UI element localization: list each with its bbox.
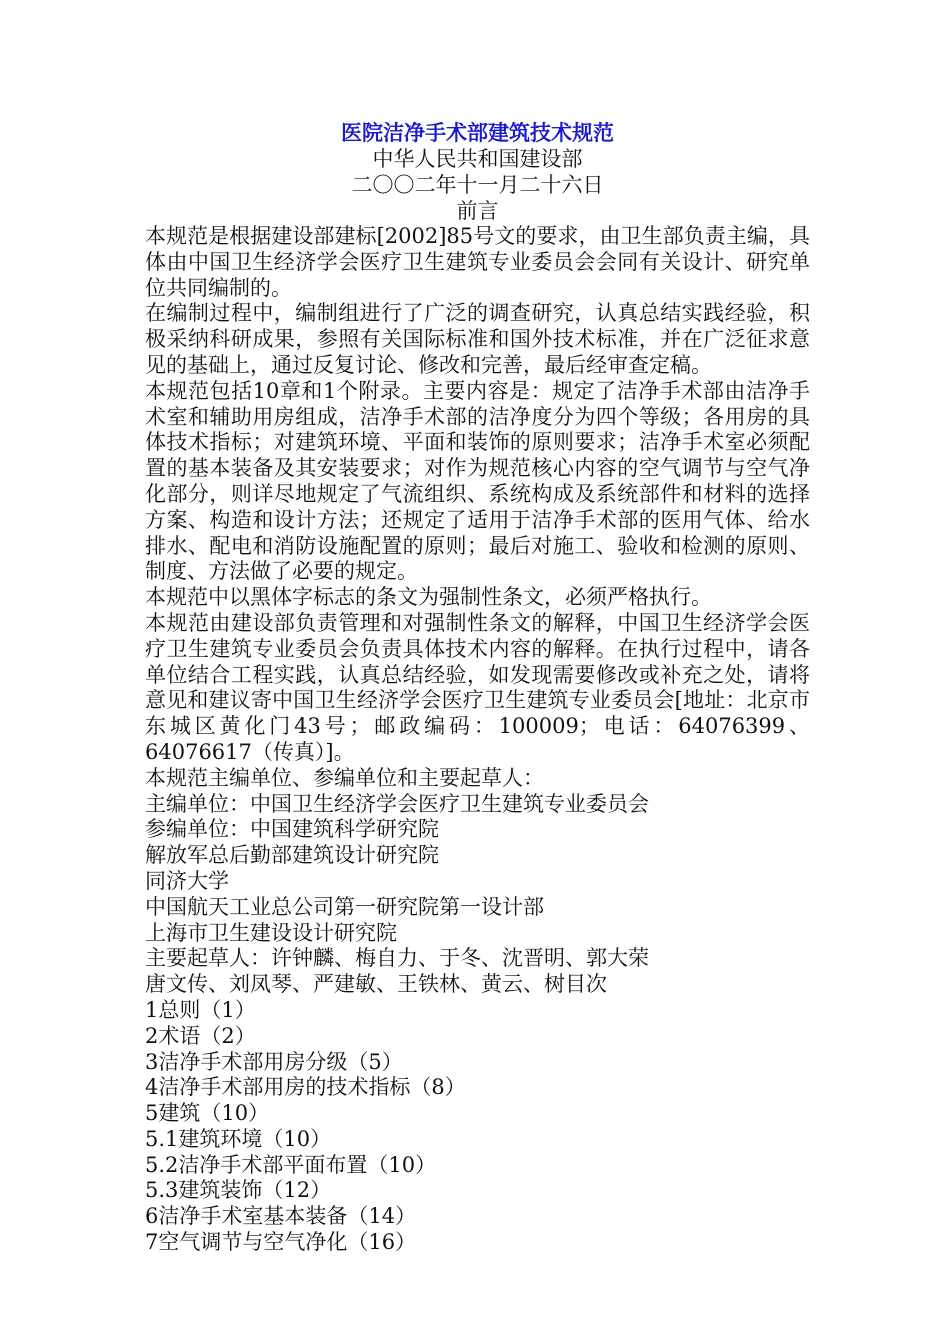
section-heading: 前言 — [456, 199, 499, 223]
text-line: 主编单位：中国卫生经济学会医疗卫生建筑专业委员会 — [145, 791, 649, 816]
toc-entry: 5.3建筑装饰（12） — [145, 1178, 332, 1203]
toc-entry: 7空气调节与空气净化（16） — [145, 1230, 417, 1255]
text-line: 解放军总后勤部建筑设计研究院 — [145, 843, 439, 868]
date-line: 二〇〇二年十一月二十六日 — [351, 173, 604, 197]
toc-entry: 5.2洁净手术部平面布置（10） — [145, 1152, 437, 1177]
paragraph: 本规范由建设部负责管理和对强制性条文的解释，中国卫生经济学会医疗卫生建筑专业委员会负责具体技术内容的解释。在执行过程中，请各单位结合工程实践，认真总结经验，如发现需要修改或补充之处，请将意见和建议寄中国卫生经济学会医疗卫生建筑专业委员会[地址：北京市东城区黄化门43号；邮政编码：100009；电话：64076399、64076617（传真）]。 — [145, 610, 810, 764]
toc-entry: 5建筑（10） — [145, 1101, 270, 1126]
text-line: 上海市卫生建设设计研究院 — [145, 920, 397, 945]
toc-entry: 5.1建筑环境（10） — [145, 1126, 332, 1151]
paragraph: 本规范中以黑体字标志的条文为强制性条文，必须严格执行。 — [145, 585, 712, 610]
text-line: 同济大学 — [145, 868, 229, 893]
text-line: 中国航天工业总公司第一研究院第一设计部 — [145, 894, 544, 919]
paragraph: 本规范包括10章和1个附录。主要内容是：规定了洁净手术部由洁净手术室和辅助用房组成，洁净手术部的洁净度分为四个等级；各用房的具体技术指标；对建筑环境、平面和装饰的原则要求；洁净手术室必须配置的基本装备及其安装要求；对作为规范核心内容的空气调节与空气净化部分，则详尽地规定了气流组织、系统构成及系统部件和材料的选择方案、构造和设计方法；还规定了适用于洁净手术部的医用气体、给水排水、配电和消防设施配置的原则；最后对施工、验收和检测的原则、制度、方法做了必要的规定。 — [145, 378, 810, 584]
text-line: 本规范主编单位、参编单位和主要起草人： — [145, 765, 544, 790]
text-line: 参编单位：中国建筑科学研究院 — [145, 817, 439, 842]
text-line: 主要起草人：许钟麟、梅自力、于冬、沈晋明、郭大荣 — [145, 946, 649, 971]
toc-entry: 1总则（1） — [145, 997, 256, 1022]
toc-entry: 4洁净手术部用房的技术指标（8） — [145, 1075, 466, 1100]
paragraph: 在编制过程中，编制组进行了广泛的调查研究，认真总结实践经验，积极采纳科研成果，参照有关国际标准和国外技术标准，并在广泛征求意见的基础上，通过反复讨论、修改和完善，最后经审查定稿。 — [145, 301, 810, 377]
toc-entry: 2术语（2） — [145, 1023, 256, 1048]
text-line: 唐文传、刘凤琴、严建敏、王铁林、黄云、树目次 — [145, 972, 607, 997]
toc-entry: 6洁净手术室基本装备（14） — [145, 1204, 417, 1229]
issuer-line: 中华人民共和国建设部 — [372, 147, 583, 171]
paragraph: 本规范是根据建设部建标[2002]85号文的要求，由卫生部负责主编，具体由中国卫生经济学会医疗卫生建筑专业委员会会同有关设计、研究单位共同编制的。 — [145, 224, 810, 300]
document-title: 医院洁净手术部建筑技术规范 — [341, 120, 614, 145]
toc-entry: 3洁净手术部用房分级（5） — [145, 1049, 403, 1074]
document-page — [145, 120, 810, 1256]
